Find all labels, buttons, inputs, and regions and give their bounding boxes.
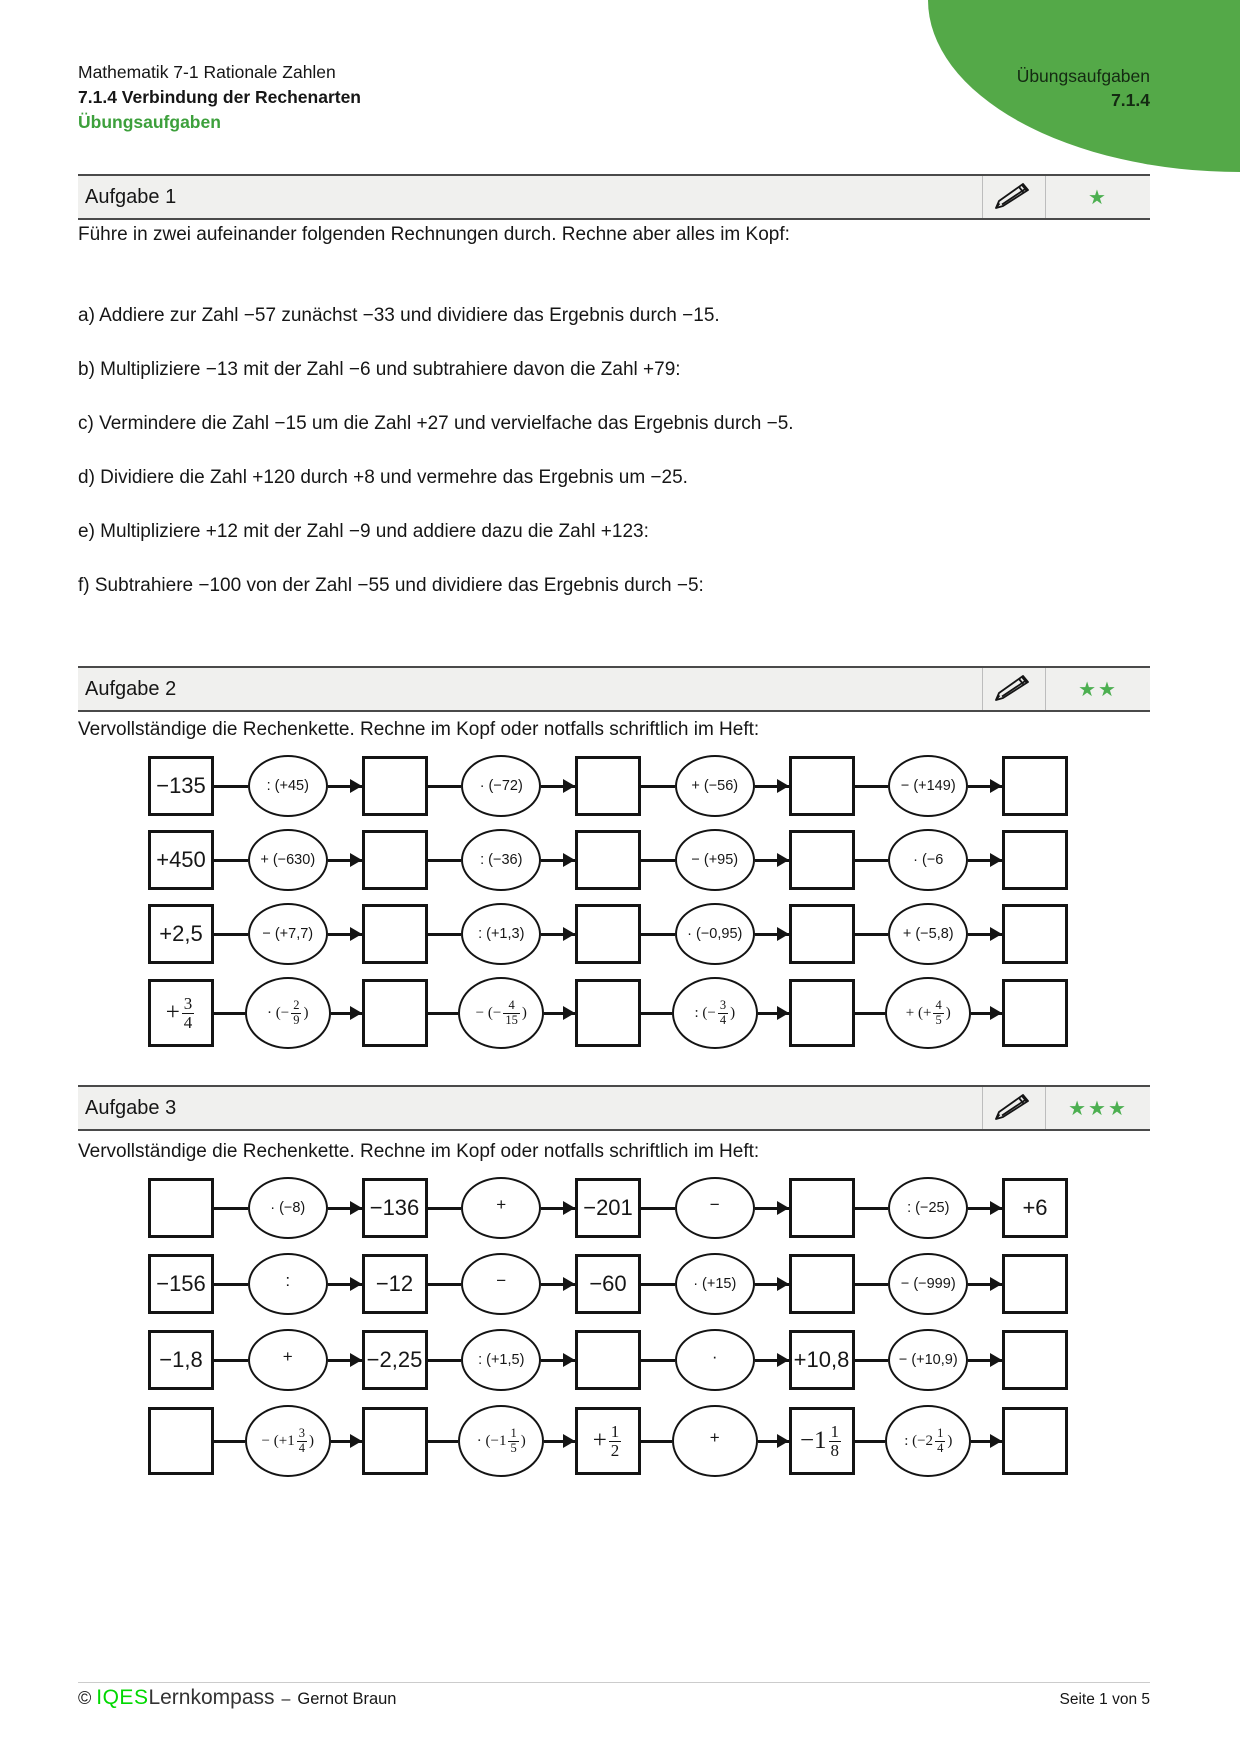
arrow-connector xyxy=(544,1440,575,1443)
line-connector xyxy=(428,785,462,788)
arrow-connector xyxy=(541,1283,575,1286)
arrow-connector xyxy=(541,859,575,862)
chain-empty-box xyxy=(362,904,428,964)
line-connector xyxy=(214,1359,248,1362)
arrow-connector xyxy=(968,785,1002,788)
arrow-connector xyxy=(755,785,789,788)
chain-value-box: −1 1 8 xyxy=(789,1407,855,1475)
chain-operation-ellipse: + (−630) xyxy=(248,829,328,891)
line-connector xyxy=(855,785,889,788)
badge-code: 7.1.4 xyxy=(1111,90,1150,110)
line-connector xyxy=(428,1012,459,1015)
arrow-connector xyxy=(541,933,575,936)
line-connector xyxy=(855,1359,889,1362)
chain-empty-box xyxy=(575,979,641,1047)
arrow-connector xyxy=(968,1207,1002,1210)
chain-operation-ellipse: : (−36) xyxy=(461,829,541,891)
chain-empty-box xyxy=(362,756,428,816)
line-connector xyxy=(214,1207,248,1210)
corner-badge-text xyxy=(1017,64,1150,112)
arrow-connector xyxy=(968,859,1002,862)
chain-operation-ellipse: + xyxy=(672,1405,758,1477)
chain-empty-box xyxy=(789,904,855,964)
task1-item-a: a) Addiere zur Zahl −57 zunächst −33 und dividiere das Ergebnis durch −15. xyxy=(78,305,720,326)
chain-empty-box xyxy=(1002,830,1068,890)
chain-operation-ellipse: + (−5,8) xyxy=(888,903,968,965)
chain-operation-ellipse: · (−1 1 5 ) xyxy=(458,1405,544,1477)
line-connector xyxy=(855,1012,886,1015)
chain-value-box: +6 xyxy=(1002,1178,1068,1238)
arrow-connector xyxy=(755,1359,789,1362)
arrow-connector xyxy=(331,1012,362,1015)
chain-row xyxy=(148,977,1068,1049)
task1-item-f: f) Subtrahiere −100 von der Zahl −55 und dividiere das Ergebnis durch −5: xyxy=(78,575,704,596)
arrow-connector xyxy=(971,1440,1002,1443)
task1-title: Aufgabe 1 xyxy=(85,185,177,208)
chain-operation-ellipse: · (−6 xyxy=(888,829,968,891)
chain-empty-box xyxy=(1002,756,1068,816)
line-connector xyxy=(214,1283,248,1286)
task3-header-bar xyxy=(78,1085,1150,1131)
arrow-connector xyxy=(968,933,1002,936)
task1-instruction: Führe in zwei aufeinander folgenden Rechnungen durch. Rechne aber alles im Kopf: xyxy=(78,224,790,245)
chain-operation-ellipse: − (+95) xyxy=(675,829,755,891)
chain-value-box: + $\frac{3}{4}$ xyxy=(148,979,214,1047)
header-subtitle: Übungsaufgaben xyxy=(78,112,221,132)
line-connector xyxy=(214,933,248,936)
chain-empty-box xyxy=(789,1254,855,1314)
line-connector xyxy=(641,1283,675,1286)
chain-operation-ellipse: + xyxy=(461,1177,541,1239)
pencil-icon xyxy=(983,674,1045,704)
footer-dash: – xyxy=(281,1691,291,1708)
chain-operation-ellipse: : (− $\frac{3}{4}$ ) xyxy=(672,977,758,1049)
line-connector xyxy=(641,1440,672,1443)
chain-value-box: −156 xyxy=(148,1254,214,1314)
task2-calculation-chains xyxy=(148,755,1068,1049)
chain-empty-box xyxy=(789,830,855,890)
chain-operation-ellipse: · (+15) xyxy=(675,1253,755,1315)
arrow-connector xyxy=(541,1359,575,1362)
corner-badge xyxy=(928,0,1240,172)
chain-empty-box xyxy=(575,1330,641,1390)
line-connector xyxy=(428,1440,459,1443)
arrow-connector xyxy=(544,1012,575,1015)
document-header xyxy=(78,60,361,135)
line-connector xyxy=(641,1207,675,1210)
header-course: Mathematik 7-1 Rationale Zahlen xyxy=(78,62,336,82)
chain-operation-ellipse: − (− $\frac{4}{15}$ ) xyxy=(458,977,544,1049)
arrow-connector xyxy=(755,933,789,936)
task1-header-bar xyxy=(78,174,1150,220)
chain-empty-box xyxy=(1002,904,1068,964)
chain-row xyxy=(148,1405,1068,1477)
arrow-connector xyxy=(328,933,362,936)
line-connector xyxy=(214,859,248,862)
chain-row xyxy=(148,1329,1068,1391)
chain-empty-box xyxy=(789,979,855,1047)
chain-value-box: −12 xyxy=(362,1254,428,1314)
chain-value-box: −2,25 xyxy=(362,1330,428,1390)
chain-operation-ellipse: − (−999) xyxy=(888,1253,968,1315)
page-footer xyxy=(78,1686,1150,1710)
task2-header-bar xyxy=(78,666,1150,712)
chain-operation-ellipse: + (+ $\frac{4}{5}$ ) xyxy=(885,977,971,1049)
chain-empty-box xyxy=(362,979,428,1047)
chain-empty-box xyxy=(148,1407,214,1475)
chain-value-box: +450 xyxy=(148,830,214,890)
page-number: Seite 1 von 5 xyxy=(1059,1691,1150,1708)
chain-operation-ellipse: − (+1 3 4 ) xyxy=(245,1405,331,1477)
line-connector xyxy=(428,859,462,862)
line-connector xyxy=(428,1283,462,1286)
chain-value-box: −60 xyxy=(575,1254,641,1314)
chain-value-box: +10,8 xyxy=(789,1330,855,1390)
chain-empty-box xyxy=(362,830,428,890)
header-topic: 7.1.4 Verbindung der Rechenarten xyxy=(78,87,361,107)
chain-empty-box xyxy=(148,1178,214,1238)
chain-operation-ellipse: : (+1,3) xyxy=(461,903,541,965)
difficulty-stars: ★★ xyxy=(1078,678,1118,701)
arrow-connector xyxy=(328,1359,362,1362)
footer-divider xyxy=(78,1682,1150,1683)
arrow-connector xyxy=(328,1207,362,1210)
task1-item-d: d) Dividiere die Zahl +120 durch +8 und vermehre das Ergebnis um −25. xyxy=(78,467,688,488)
chain-operation-ellipse: · xyxy=(675,1329,755,1391)
chain-row xyxy=(148,903,1068,965)
chain-operation-ellipse: + (−56) xyxy=(675,755,755,817)
arrow-connector xyxy=(755,1207,789,1210)
chain-operation-ellipse: · (−72) xyxy=(461,755,541,817)
chain-operation-ellipse: − (+149) xyxy=(888,755,968,817)
arrow-connector xyxy=(971,1012,1002,1015)
chain-operation-ellipse: : (+1,5) xyxy=(461,1329,541,1391)
chain-value-box: −135 xyxy=(148,756,214,816)
task3-instruction: Vervollständige die Rechenkette. Rechne im Kopf oder notfalls schriftlich im Heft: xyxy=(78,1141,760,1162)
line-connector xyxy=(428,933,462,936)
chain-empty-box xyxy=(362,1407,428,1475)
chain-row xyxy=(148,1253,1068,1315)
arrow-connector xyxy=(328,859,362,862)
chain-empty-box xyxy=(1002,1330,1068,1390)
pencil-icon xyxy=(983,1093,1045,1123)
arrow-connector xyxy=(328,1283,362,1286)
pencil-icon xyxy=(983,182,1045,212)
difficulty-stars: ★ xyxy=(1088,186,1108,209)
footer-brand2: Lernkompass xyxy=(148,1686,275,1709)
chain-value-box: −1,8 xyxy=(148,1330,214,1390)
chain-operation-ellipse: : (−25) xyxy=(888,1177,968,1239)
chain-value-box: −201 xyxy=(575,1178,641,1238)
task3-title: Aufgabe 3 xyxy=(85,1096,177,1119)
difficulty-stars: ★★★ xyxy=(1068,1097,1128,1120)
chain-operation-ellipse: − xyxy=(675,1177,755,1239)
chain-operation-ellipse: : (+45) xyxy=(248,755,328,817)
chain-operation-ellipse: · (−8) xyxy=(248,1177,328,1239)
chain-empty-box xyxy=(1002,1407,1068,1475)
chain-empty-box xyxy=(1002,979,1068,1047)
copyright-icon: © xyxy=(78,1688,92,1708)
line-connector xyxy=(855,933,889,936)
line-connector xyxy=(855,1283,889,1286)
task1-item-b: b) Multipliziere −13 mit der Zahl −6 und subtrahiere davon die Zahl +79: xyxy=(78,359,681,380)
arrow-connector xyxy=(541,1207,575,1210)
line-connector xyxy=(641,859,675,862)
chain-value-box: + $\frac{1}{2}$ xyxy=(575,1407,641,1475)
chain-operation-ellipse: − (+10,9) xyxy=(888,1329,968,1391)
task3-calculation-chains xyxy=(148,1177,1068,1477)
line-connector xyxy=(214,1012,245,1015)
task1-item-e: e) Multipliziere +12 mit der Zahl −9 und addiere dazu die Zahl +123: xyxy=(78,521,649,542)
badge-title: Übungsaufgaben xyxy=(1016,66,1150,86)
chain-empty-box xyxy=(575,904,641,964)
chain-row xyxy=(148,755,1068,817)
task1-item-c: c) Vermindere die Zahl −15 um die Zahl +27 und vervielfache das Ergebnis durch −5. xyxy=(78,413,794,434)
chain-value-box: +2,5 xyxy=(148,904,214,964)
task2-title: Aufgabe 2 xyxy=(85,677,177,700)
line-connector xyxy=(641,1012,672,1015)
arrow-connector xyxy=(755,1283,789,1286)
line-connector xyxy=(855,1207,889,1210)
line-connector xyxy=(214,1440,245,1443)
line-connector xyxy=(641,933,675,936)
chain-empty-box xyxy=(575,830,641,890)
chain-operation-ellipse: · (− $\frac{2}{9}$ ) xyxy=(245,977,331,1049)
chain-operation-ellipse: : xyxy=(248,1253,328,1315)
arrow-connector xyxy=(758,1012,789,1015)
line-connector xyxy=(855,859,889,862)
arrow-connector xyxy=(541,785,575,788)
chain-operation-ellipse: : (−2 1 4 ) xyxy=(885,1405,971,1477)
line-connector xyxy=(641,1359,675,1362)
arrow-connector xyxy=(968,1359,1002,1362)
chain-operation-ellipse: − xyxy=(461,1253,541,1315)
chain-row xyxy=(148,829,1068,891)
chain-operation-ellipse: · (−0,95) xyxy=(675,903,755,965)
line-connector xyxy=(428,1207,462,1210)
line-connector xyxy=(428,1359,462,1362)
arrow-connector xyxy=(328,785,362,788)
arrow-connector xyxy=(968,1283,1002,1286)
chain-empty-box xyxy=(789,756,855,816)
footer-author: Gernot Braun xyxy=(297,1690,397,1708)
arrow-connector xyxy=(331,1440,362,1443)
chain-row xyxy=(148,1177,1068,1239)
chain-empty-box xyxy=(1002,1254,1068,1314)
chain-operation-ellipse: − (+7,7) xyxy=(248,903,328,965)
chain-empty-box xyxy=(789,1178,855,1238)
line-connector xyxy=(214,785,248,788)
task2-instruction: Vervollständige die Rechenkette. Rechne im Kopf oder notfalls schriftlich im Heft: xyxy=(78,719,760,740)
chain-operation-ellipse: + xyxy=(248,1329,328,1391)
line-connector xyxy=(855,1440,886,1443)
footer-brand: IQES xyxy=(96,1686,149,1709)
arrow-connector xyxy=(755,859,789,862)
chain-empty-box xyxy=(575,756,641,816)
arrow-connector xyxy=(758,1440,789,1443)
line-connector xyxy=(641,785,675,788)
chain-value-box: −136 xyxy=(362,1178,428,1238)
